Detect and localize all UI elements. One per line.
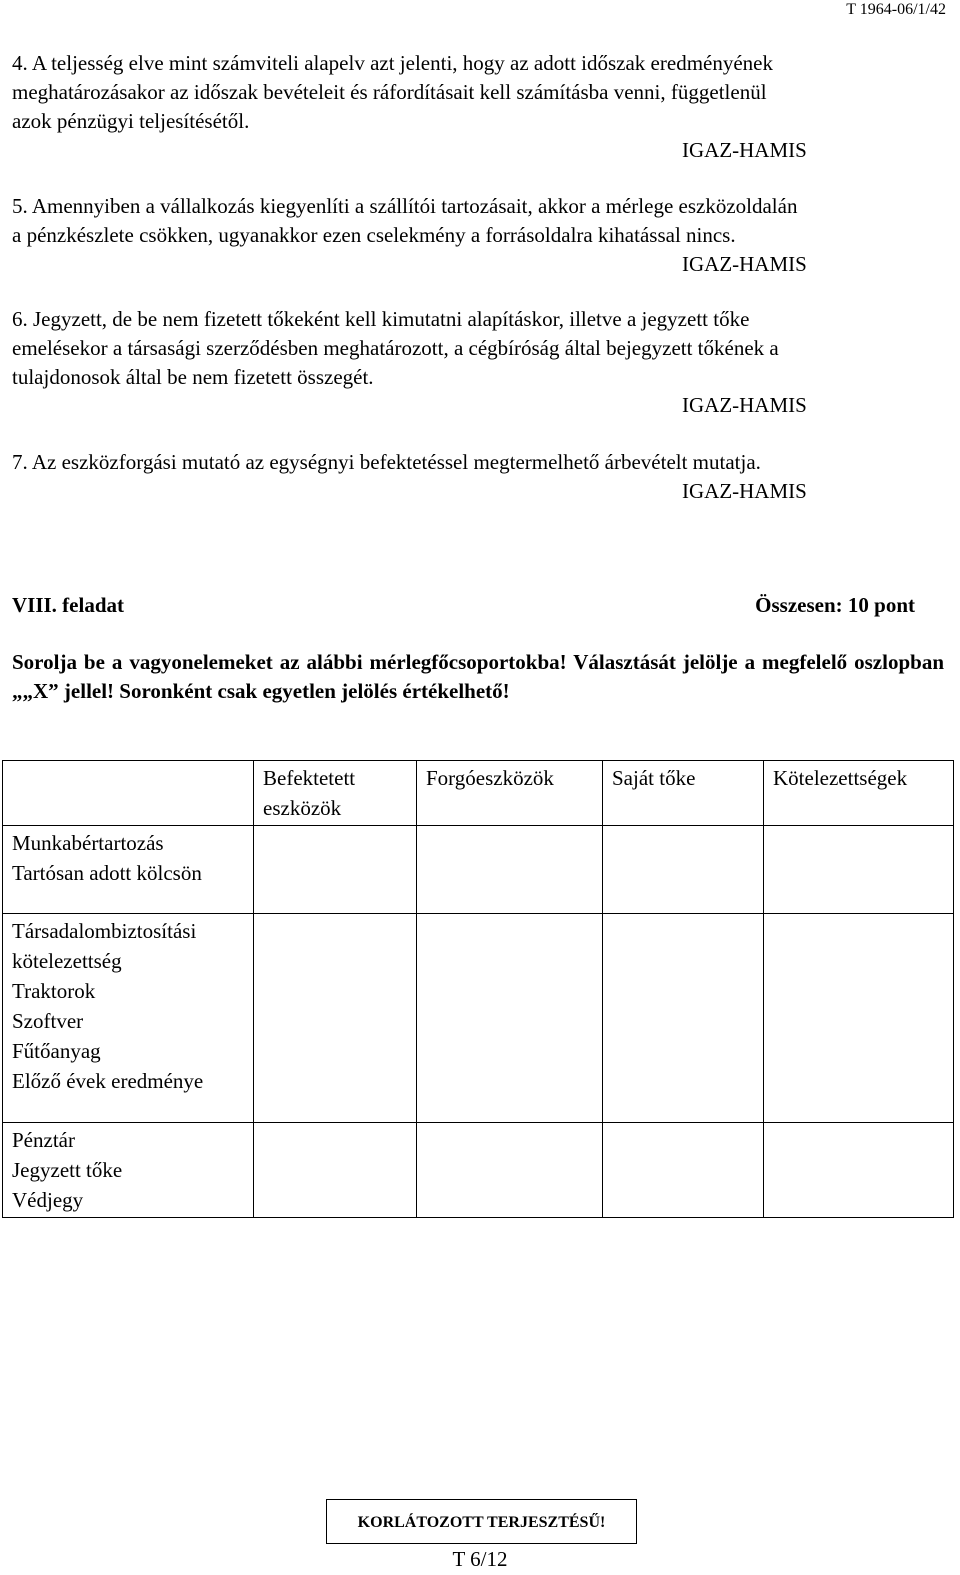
question-line: 6. Jegyzett, de be nem fizetett tőkeként kell kimutatni alapításkor, illetve a jegyzett tőke [12, 307, 750, 331]
question-6-answer: IGAZ-HAMIS [682, 393, 807, 417]
header-cell-blank [3, 761, 254, 826]
asset-item: Társadalombiztosítási kötelezettség [12, 919, 197, 973]
question-line: tulajdonosok által be nem fizetett összegét. [12, 365, 374, 389]
header-cell-fixed-assets: Befektetett eszközök [254, 761, 417, 826]
mark-cell-current-assets[interactable] [417, 914, 603, 1123]
mark-cell-current-assets[interactable] [417, 826, 603, 914]
mark-cell-equity[interactable] [603, 826, 764, 914]
document-code: T 1964-06/1/42 [846, 1, 946, 18]
question-line: 7. Az eszközforgási mutató az egységnyi befektetéssel megtermelhető árbevételt mutatja. [12, 450, 761, 474]
mark-cell-fixed-assets[interactable] [254, 914, 417, 1123]
table-row [3, 826, 954, 914]
asset-item: Szoftver [12, 1009, 84, 1033]
item-list-cell [3, 914, 254, 1123]
asset-item: Fűtőanyag [12, 1039, 101, 1063]
question-line: a pénzkészlete csökken, ugyanakkor ezen cselekmény a forrásoldalra kihatással nincs. [12, 223, 736, 247]
restriction-notice: KORLÁTOZOTT TERJESZTÉSŰ! [326, 1499, 637, 1544]
asset-item: Traktorok [12, 979, 96, 1003]
task-title: VIII. feladat [12, 593, 125, 617]
mark-cell-equity[interactable] [603, 914, 764, 1123]
mark-cell-fixed-assets[interactable] [254, 826, 417, 914]
header-cell-current-assets: Forgóeszközök [417, 761, 603, 826]
task-instruction: Sorolja be a vagyonelemeket az alábbi mérlegfőcsoportokba! Választását jelölje a megfelelő oszlopban „„X” jellel! Soronként csak egyetlen jelölés értékelhető! [12, 650, 944, 703]
question-7-answer: IGAZ-HAMIS [682, 479, 807, 503]
mark-cell-liabilities[interactable] [764, 914, 954, 1123]
header-cell-liabilities: Kötelezettségek [764, 761, 954, 826]
asset-item: Munkabértartozás [12, 831, 164, 855]
question-line: azok pénzügyi teljesítésétől. [12, 109, 250, 133]
asset-item: Pénztár [12, 1128, 75, 1152]
mark-cell-equity[interactable] [603, 1123, 764, 1218]
question-7-text [12, 448, 942, 477]
classification-table [2, 760, 954, 1218]
mark-cell-current-assets[interactable] [417, 1123, 603, 1218]
table-header-row [3, 761, 954, 826]
mark-cell-liabilities[interactable] [764, 1123, 954, 1218]
table-row [3, 914, 954, 1123]
asset-item: Előző évek eredménye [12, 1069, 204, 1093]
task-points: Összesen: 10 pont [755, 593, 915, 617]
mark-cell-liabilities[interactable] [764, 826, 954, 914]
page-number: T 6/12 [452, 1547, 508, 1571]
question-5-answer: IGAZ-HAMIS [682, 252, 807, 276]
mark-cell-fixed-assets[interactable] [254, 1123, 417, 1218]
question-line: emelésekor a társasági szerződésben meghatározott, a cégbíróság által bejegyzett tőkének a [12, 336, 779, 360]
asset-item: Jegyzett tőke [12, 1158, 123, 1182]
question-4-answer: IGAZ-HAMIS [682, 138, 807, 162]
question-line: 5. Amennyiben a vállalkozás kiegyenlíti a szállítói tartozásait, akkor a mérlege eszközoldalán [12, 194, 798, 218]
table-row [3, 1123, 954, 1218]
item-list-cell [3, 826, 254, 914]
header-cell-equity: Saját tőke [603, 761, 764, 826]
item-list-cell [3, 1123, 254, 1218]
question-4-text [12, 49, 942, 136]
question-line: 4. A teljesség elve mint számviteli alapelv azt jelenti, hogy az adott időszak eredményének [12, 51, 773, 75]
asset-item: Védjegy [12, 1188, 84, 1212]
question-line: meghatározásakor az időszak bevételeit és ráfordításait kell számításba venni, függetlenül [12, 80, 767, 104]
asset-item: Tartósan adott kölcsön [12, 861, 202, 885]
question-6-text [12, 305, 942, 392]
question-5-text [12, 192, 942, 250]
